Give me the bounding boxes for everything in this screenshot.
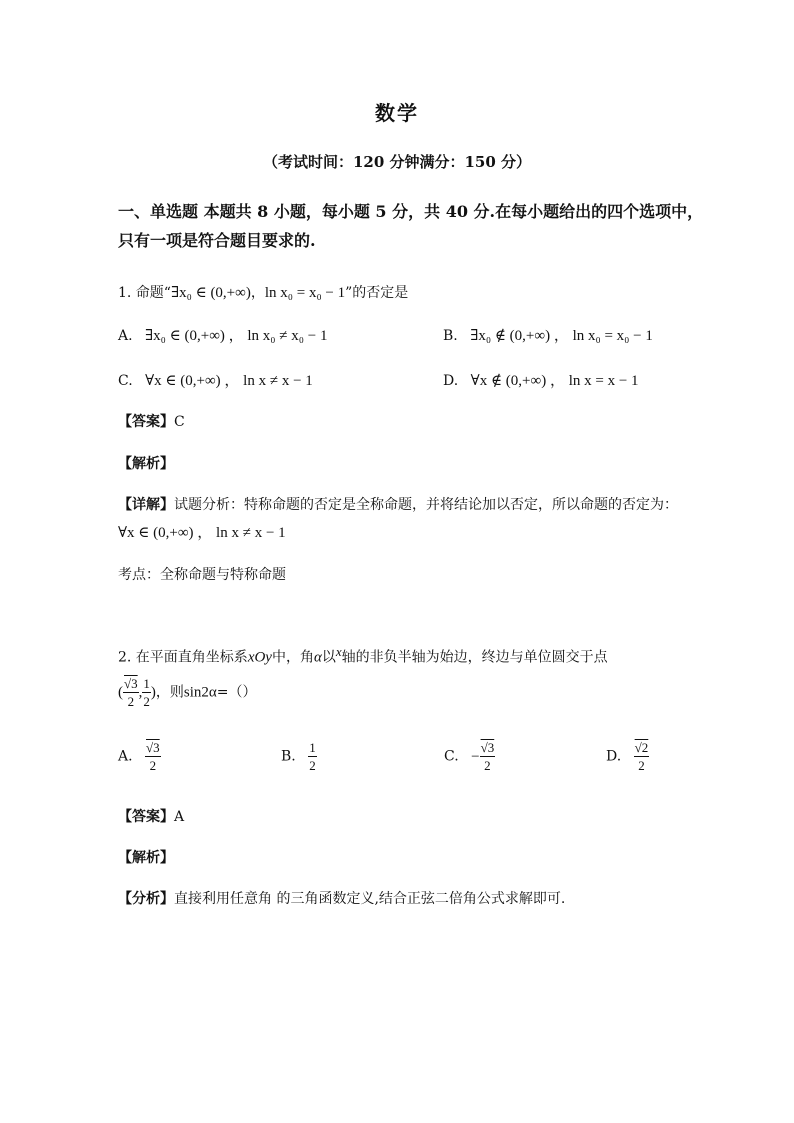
q2-option-b — [281, 741, 317, 772]
q1-option-c — [118, 369, 313, 390]
q2-fenxi-text: 直接利用任意角 的三角函数定义,结合正弦二倍角公式求解即可. — [174, 891, 566, 907]
q1-stem-math-equation: ln x₀ = x₀ − 1 — [264, 285, 346, 301]
q2-option-a-label: A. — [118, 748, 133, 765]
q1-option-d — [443, 369, 639, 390]
q1-answer-tag: 【答案】 — [118, 414, 174, 430]
q2-point-x-den: 2 — [127, 694, 135, 709]
q2-option-c-sign: − — [471, 748, 480, 765]
q1-option-c-math: ∀x ∈ (0,+∞) ， ln x ≠ x − 1 — [145, 373, 313, 389]
q2-option-a-num: √3 — [146, 740, 160, 755]
q2-option-d-label: D. — [606, 748, 622, 765]
q1-stem-suffix: ”的否定是 — [345, 285, 409, 301]
q2-option-c-label: C. — [444, 748, 459, 765]
q1-option-b-math: ∃x₀ ∉ (0,+∞) ， ln x₀ = x₀ − 1 — [470, 328, 653, 344]
q2-stem-mid2: 以 — [321, 649, 336, 666]
q2-point-y-num: 1 — [143, 676, 150, 691]
q1-option-a — [118, 324, 327, 345]
q2-option-a-fraction — [145, 741, 161, 772]
q2-fenxi — [118, 888, 565, 908]
q2-stem-mid3: 轴的非负半轴为始边，终边与单位圆交于点 — [341, 649, 608, 666]
section-heading-line1: 一、单选题 本题共 8 小题，每小题 5 分，共 40 分.在每小题给出的四个选项中， — [118, 202, 704, 221]
q2-option-c — [444, 741, 495, 772]
q1-option-c-label: C. — [118, 373, 133, 389]
q2-option-a — [118, 741, 161, 772]
q2-point-comma: , — [138, 684, 143, 701]
q1-detail-text: 试题分析：特称命题的否定是全称命题，并将结论加以否定，所以命题的否定为： — [174, 497, 678, 513]
q2-option-a-den: 2 — [149, 758, 157, 773]
q2-answer — [118, 806, 184, 826]
q2-analysis-tag: 【解析】 — [118, 850, 174, 866]
q1-kaodian: 考点：全称命题与特称命题 — [118, 567, 286, 583]
q2-answer-tag: 【答案】 — [118, 809, 174, 825]
q2-point-x-num: √3 — [124, 676, 138, 691]
q1-answer — [118, 411, 185, 431]
q2-stem-end: =（） — [216, 684, 257, 701]
q1-option-d-math: ∀x ∉ (0,+∞) ， ln x = x − 1 — [470, 373, 639, 389]
q2-stem-tail: ，则 — [155, 684, 184, 701]
q1-option-a-math: ∃x₀ ∈ (0,+∞) ， ln x₀ ≠ x₀ − 1 — [145, 328, 328, 344]
q2-stem-prefix: 2. 在平面直角坐标系 — [118, 649, 248, 666]
q1-answer-value: C — [174, 414, 185, 430]
q1-option-b-label: B. — [443, 328, 458, 344]
q2-option-b-label: B. — [281, 748, 296, 765]
q1-detail-math: ∀x ∈ (0,+∞) ， ln x ≠ x − 1 — [118, 525, 286, 541]
q2-stem-x: x — [335, 644, 342, 659]
q2-point-y-fraction — [142, 677, 151, 708]
q2-stem-xoy: xOy — [247, 649, 272, 666]
q1-option-a-label: A. — [118, 328, 133, 344]
q1-option-b — [443, 324, 653, 345]
q1-stem-math-exists: ∃x₀ ∈ (0,+∞) — [170, 285, 251, 301]
q2-stem-alpha: α — [313, 649, 322, 666]
q1-stem-prefix: 1. 命题“ — [118, 285, 171, 301]
question-2-stem — [118, 644, 608, 667]
q2-point-x-fraction — [123, 677, 139, 708]
q1-option-d-label: D. — [443, 373, 459, 389]
q2-point-y-den: 2 — [143, 694, 150, 709]
q2-stem-math: sin2α — [183, 684, 217, 701]
q2-option-d-den: 2 — [638, 758, 645, 773]
q2-option-d-fraction — [634, 741, 650, 772]
q2-option-c-num: √3 — [480, 740, 495, 755]
page-title: 数学 — [375, 101, 419, 125]
q2-option-c-fraction — [480, 741, 496, 772]
q2-option-b-fraction — [308, 741, 317, 772]
q1-detail-tag: 【详解】 — [118, 497, 174, 513]
q2-point-close: ) — [150, 684, 156, 701]
q1-detail — [118, 494, 678, 514]
q2-option-d-num: √2 — [634, 740, 649, 755]
q2-point-line — [118, 677, 257, 708]
q2-stem-mid1: 中，角 — [271, 649, 314, 666]
q2-point-open: ( — [118, 684, 123, 701]
q2-answer-value: A — [174, 809, 185, 825]
q2-option-b-den: 2 — [309, 758, 316, 773]
q1-stem-separator: ， — [250, 285, 265, 301]
exam-info: （考试时间：120 分钟满分：150 分） — [262, 153, 532, 171]
q2-option-d — [606, 741, 649, 772]
question-1-stem — [118, 282, 408, 302]
q2-option-b-num: 1 — [309, 740, 316, 755]
q2-fenxi-tag: 【分析】 — [118, 891, 174, 907]
q1-analysis-tag: 【解析】 — [118, 456, 174, 472]
q2-option-c-den: 2 — [484, 758, 491, 773]
section-heading-line2: 只有一项是符合题目要求的. — [118, 231, 316, 250]
